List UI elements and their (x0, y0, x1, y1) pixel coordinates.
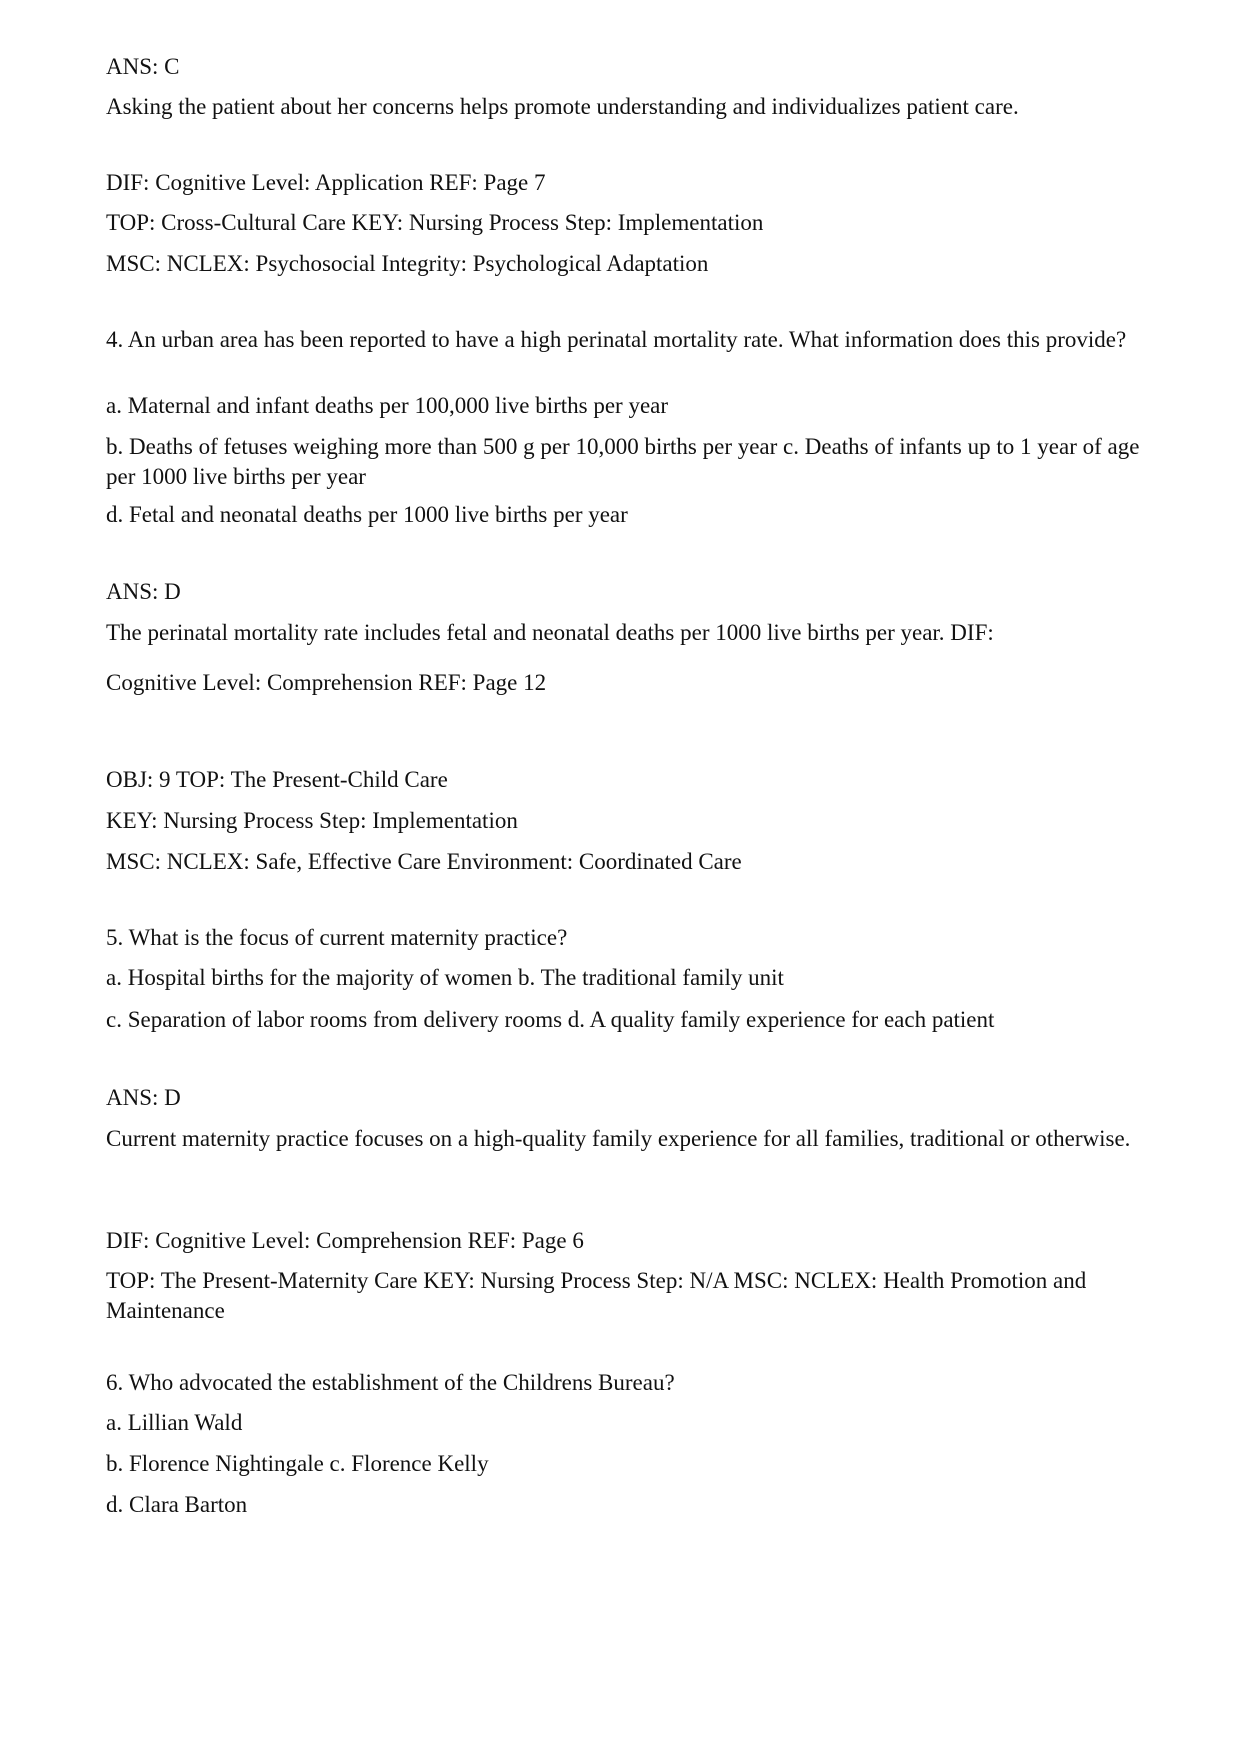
rationale-text: The perinatal mortality rate includes fetal and neonatal deaths per 1000 live births per year. DIF: (106, 620, 994, 645)
question-5-text: 5. What is the focus of current maternity practice? (106, 925, 568, 950)
answer-line: ANS: C (106, 54, 180, 79)
question-6-option-a: a. Lillian Wald (106, 1410, 243, 1435)
question-4-text: 4. An urban area has been reported to have a high perinatal mortality rate. What information does this provide? (106, 327, 1127, 352)
msc-line: MSC: NCLEX: Psychosocial Integrity: Psychological Adaptation (106, 251, 709, 276)
answer-line: ANS: D (106, 579, 181, 604)
rationale-text: Asking the patient about her concerns helps promote understanding and individualizes patient care. (106, 94, 1019, 119)
question-6-option-d: d. Clara Barton (106, 1492, 248, 1517)
objective-line: OBJ: 9 TOP: The Present-Child Care (106, 767, 448, 792)
topic-line: TOP: Cross-Cultural Care KEY: Nursing Process Step: Implementation (106, 210, 764, 235)
question-6-text: 6. Who advocated the establishment of the Childrens Bureau? (106, 1370, 675, 1395)
question-6-option-bc: b. Florence Nightingale c. Florence Kelly (106, 1451, 489, 1476)
difficulty-line: DIF: Cognitive Level: Comprehension REF: Page 6 (106, 1228, 584, 1253)
answer-line: ANS: D (106, 1085, 181, 1110)
question-4-option-d: d. Fetal and neonatal deaths per 1000 live births per year (106, 502, 628, 527)
question-5-option-ab: a. Hospital births for the majority of women b. The traditional family unit (106, 965, 784, 990)
msc-line: MSC: NCLEX: Safe, Effective Care Environment: Coordinated Care (106, 849, 742, 874)
key-line: KEY: Nursing Process Step: Implementation (106, 808, 518, 833)
question-5-option-cd: c. Separation of labor rooms from delivery rooms d. A quality family experience for each patient (106, 1007, 995, 1032)
question-4-option-a: a. Maternal and infant deaths per 100,000 live births per year (106, 393, 669, 418)
cognitive-level-line: Cognitive Level: Comprehension REF: Page 12 (106, 670, 547, 695)
difficulty-line: DIF: Cognitive Level: Application REF: Page 7 (106, 170, 546, 195)
topic-line: TOP: The Present-Maternity Care KEY: Nursing Process Step: N/A MSC: NCLEX: Health Promotion and Maintenance (106, 1268, 1087, 1323)
question-4-option-bc: b. Deaths of fetuses weighing more than 500 g per 10,000 births per year c. Deaths of infants up to 1 year of age per 1000 live births per year (106, 434, 1140, 489)
rationale-text: Current maternity practice focuses on a high-quality family experience for all families, traditional or otherwise. (106, 1126, 1131, 1151)
